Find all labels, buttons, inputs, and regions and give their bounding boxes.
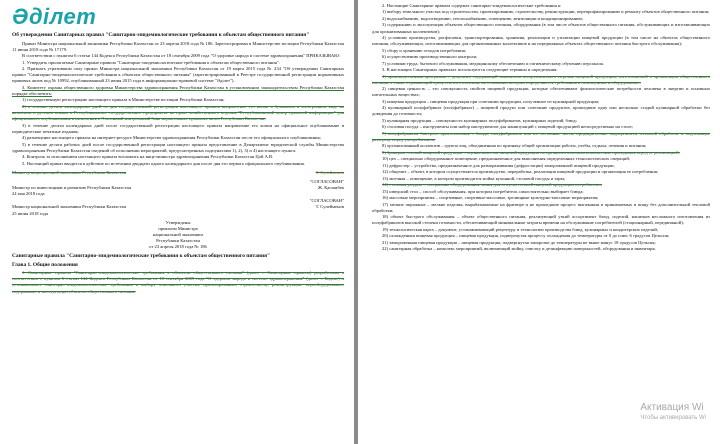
paragraph: 4. Контроль за исполнением настоящего приказа возложить на вице-министра здравоохранения Республики Казахстан Цой А.В. bbox=[22, 154, 274, 160]
paragraph-struck: 14) столовая раздача – специально оборудованная линия для отпуска готовой пищевой продукции потребителю; bbox=[382, 182, 602, 188]
paragraph: В соответствии с пунктом 6 статьи 144 Кодекса Республики Казахстан от 18 сентября 2009 года "О здоровье народа и системе здравоохранения" ПРИКАЗЫВАЮ: bbox=[22, 53, 341, 59]
paragraph: 12) общепит – объект, в котором осуществляется производство, переработка, реализация пищевой продукции и организация ее потребления; bbox=[382, 169, 659, 175]
adilet-logo[interactable] bbox=[12, 4, 344, 30]
paragraph: 5) в течение десяти рабочих дней после государственной регистрации настоящего приказа представление в Департамент юридической службы Министерства здравоохранения Республики Казахстан сведений об исполнении мероприятий, предусмотренных подпунктами 1), 2), 3) и 4) настоящего пункта. bbox=[12, 141, 344, 153]
paragraph: 6) осуществлению производственного контроля; bbox=[382, 54, 477, 60]
approval-line: Утверждены bbox=[165, 219, 191, 225]
paragraph: 21) замороженная пищевая продукция – пищевая продукция, подвергнутая заморозке до температуры не выше минус 18 градусов Цельсия; bbox=[382, 239, 656, 245]
agreement-1-date: 24 мая 2018 года bbox=[12, 191, 45, 197]
order-intro: Приказ Министра национальной экономики Республики Казахстан от 23 апреля 2018 года № 186. Зарегистрирован в Министерстве юстиции Республики Казахстан 11 июня 2018 года № 17179. bbox=[12, 40, 344, 52]
paragraph: 3) содержанию и эксплуатации объектов общественного питания, оборудования (в том числе объектов общественного питания, обслуживающих и изготавливающих для организованных коллективов); bbox=[372, 22, 710, 34]
approval-line: от 23 апреля 2018 года № 186 bbox=[149, 243, 207, 249]
paragraph: 18) объект быстрого обслуживания – объект общественного питания, реализующий узкий ассортимент блюд, изделий, напитков несложного изготовления из полуфабрикатов высокой степени готовности, обеспечивающий минимальные затраты времени на обслуживание потребителей (стационарный, передвижной); bbox=[372, 214, 710, 226]
approval-line: Республики Казахстан bbox=[156, 237, 200, 243]
signature-name: Т. Сулейменов bbox=[315, 169, 344, 175]
paragraph: 13) моечная – помещение, в котором производится мойка кухонной, столовой посуды и тары; bbox=[382, 175, 566, 181]
paragraph-struck: 1. Санитарные правила "Санитарно-эпидемиологические требования к объектам общественного питания" (далее – Санитарные правила) разработаны в соответствии с пунктом 6 статьи 144 Кодекса Республики Казахстан от 18 сентября 2009 года "О здоровье народа и системе здравоохранения" (далее – Кодекс) и устанавливают санитарно-эпидемиологические требования к выбору земельного участка, проектированию, строительству, реконструкции, переоборудованию, содержанию и эксплуатации объектов общественного питания. bbox=[12, 270, 344, 294]
paragraph-struck: 9) бракераж готовой пищевой продукции – оценка качества пищевой продукции по органолептическим показателям, проводимая перед ее реализацией; bbox=[382, 149, 680, 155]
rules-title: Санитарные правила "Санитарно-эпидемиологические требования к объектам общественного питания" bbox=[12, 253, 271, 260]
paragraph: 4) размещение настоящего приказа на интернет-ресурсе Министерства здравоохранения Республики Казахстан после его официального опубликования; bbox=[22, 135, 321, 141]
paragraph: 15) шведский стол – способ обслуживания, при котором потребитель самостоятельно выбирает блюда; bbox=[382, 188, 584, 194]
document-title: Об утверждении Санитарных правил "Санитарно-эпидемиологические требования к объектам общественного питания" bbox=[12, 32, 310, 38]
document-page-left bbox=[0, 0, 354, 444]
paragraph: 10) цех – специально оборудованное помещение, предназначенное для выполнения определенных технологических операций; bbox=[382, 156, 631, 162]
approval-line: национальной экономики bbox=[153, 231, 203, 237]
activation-subtitle: Чтобы активировать Wi bbox=[640, 415, 706, 421]
paragraph: 3) пищевая продукция – пищевая продукция при сочетании продукции, полученное из кулинарной продукции; bbox=[382, 98, 600, 104]
signature-block bbox=[12, 170, 344, 176]
agreement-2-date: 25 июня 2018 года bbox=[12, 210, 48, 216]
paragraph: 5) кулинарная продукция – совокупность кулинарных полуфабрикатов, кулинарных изделий, блюд; bbox=[382, 117, 577, 123]
agreement-1-title: Министр по инвестициям и развитию Республики Казахстан bbox=[12, 185, 131, 191]
approval-stamp bbox=[12, 220, 344, 250]
document-page-right bbox=[358, 0, 720, 444]
paragraph: 22) санитарная обработка – комплекс мероприятий, включающий мойку, очистку и дезинфекцию поверхностей, оборудования и инвентаря. bbox=[382, 246, 656, 252]
agreement-2-title: Министр национальной экономики Республики Казахстан bbox=[12, 204, 126, 210]
agreement-2-name: Т. Сулейменов bbox=[315, 204, 344, 210]
paragraph-struck: 7) полуфабрикаты быстрого приготовления – блюда, полуфабрикаты или их составные части, предварительно подвергшиеся тепловой обработке и подлежащие разогреву перед употреблением; bbox=[372, 130, 710, 142]
signature-title: Министр национальной экономики Республики Казахстан bbox=[12, 169, 126, 175]
paragraph: 2) водоснабжению, водоотведению, теплоснабжению, освещению, вентиляции и кондиционированию; bbox=[382, 15, 584, 21]
paragraph: 4) условиям производства, расфасовки, транспортирования, хранения, реализации и утилизации пищевой продукции (в том числе на объектах общественного питания, обслуживающих, изготавливающих для организованных коллективов и на передвижных объектах общественного питания быстрого обслуживания); bbox=[372, 35, 710, 47]
paragraph: 1. Утвердить прилагаемые Санитарные правила "Санитарно-эпидемиологические требования к объектам общественного питания". bbox=[22, 59, 280, 65]
paragraph: 6) столовая посуда – инструменты или набор инструментов для манипуляций с пищевой продукцией непосредственно на столе; bbox=[382, 124, 633, 130]
paragraph: 19) технологическая карта – документ, устанавливающий рецептуру и технологию производства блюд, кулинарных и кондитерских изделий; bbox=[382, 226, 659, 232]
adilet-logo-text: Әділет bbox=[12, 3, 97, 29]
approval-line: приказом Министра bbox=[158, 225, 198, 231]
agreed-label: "СОГЛАСОВАН" bbox=[309, 197, 344, 203]
paragraph: 20) охлажденная пищевая продукция – пищевая продукция, подвергнутая процессу охлаждения до температуры от 0 до плюс 6 градусов Цельсия; bbox=[382, 233, 670, 239]
paragraph: 3) в течение десяти календарных дней после государственной регистрации настоящего приказа направление его копии на официальное опубликование в периодические печатные издания; bbox=[12, 122, 344, 134]
paragraph: 2. Признать утратившим силу приказ Министра национальной экономики Республики Казахстан от 19 марта 2015 года № 234 "Об утверждении Санитарных правил "Санитарно-эпидемиологические требования к объектам общественного питания" (зарегистрированный в Реестре государственной регистрации нормативных правовых актов под № 10992, опубликованный 23 июня 2015 года в информационно-правовой системе "Әділет"). bbox=[12, 66, 344, 84]
paragraph-struck: 2) в течение десяти календарных дней со дня государственной регистрации настоящего приказа направление его копии в бумажном и электронном виде на казахском и русском языках в Республиканское государственное предприятие на праве хозяйственного ведения "Республиканский центр правовой информации" для официального опубликования и включения в Эталонный контрольный банк нормативных правовых актов Республики Казахстан; bbox=[12, 103, 344, 122]
paragraph: 5) сбору и хранению отходов потребления; bbox=[382, 47, 467, 53]
paragraph: 2) пищевая ценность – это совокупность свойств пищевой продукции, которые обеспечивают физиологические потребности человека в энергии и основных питательных веществах; bbox=[372, 86, 710, 98]
paragraph: 1) выбору земельного участка под строительство, проектированию, строительству, реконструкции, перепрофилированию и ремонту объектов общественного питания; bbox=[382, 9, 710, 15]
paragraph: 16) массовые мероприятия – спортивные, спортивно-массовые, зрелищные культурно-массовые мероприятия; bbox=[382, 195, 599, 201]
activation-watermark bbox=[640, 402, 706, 422]
paragraph: 17) мелкие пирожные – мелкие изделия, вырабатываемые на фритюре и не прошедшие процесс выпекания и принимаемых в пищу без дополнительной тепловой обработки; bbox=[372, 201, 710, 213]
agreed-label: "СОГЛАСОВАН" bbox=[309, 178, 344, 184]
paragraph: 11) дефростер – устройство, предназначенное для размораживания (дефростации) замороженной пищевой продукции; bbox=[382, 162, 615, 168]
paragraph-struck: 1) производственная программа – документ, содержащий показатели ассортиментного перечня пищевой продукции, изготовляемой в организации общественного питания, а также отражающий процессы изготовления, на основании которых определяются требования к помещениям и оборудованию; bbox=[372, 73, 710, 85]
chapter-heading: Глава 1. Общие положения bbox=[12, 261, 78, 268]
activation-title: Активация Wi bbox=[640, 402, 704, 413]
agreement-1-name: Ж. Қасымбек bbox=[317, 185, 344, 191]
paragraph: 8) организованный коллектив – группа лиц, объединенная по признаку общей организации работы, учебы, отдыха, лечения и питания; bbox=[382, 143, 647, 149]
paragraph: 2. Настоящие Санитарные правила содержат санитарно-эпидемиологические требования к: bbox=[382, 3, 562, 8]
paragraph: 1) государственную регистрацию настоящего приказа в Министерстве юстиции Республики Казахстан; bbox=[22, 97, 225, 103]
paragraph: 3. В настоящих Санитарных правилах используются следующие термины и определения: bbox=[382, 67, 558, 73]
paragraph: 4) кулинарный полуфабрикат (полуфабрикат) – пищевой продукт или сочетание продуктов, прошедшие одну или несколько стадий кулинарной обработки без доведения до готовности; bbox=[372, 105, 710, 117]
paragraph: 5. Настоящий приказ вводится в действие по истечении двадцати одного календарного дня после дня его первого официального опубликования. bbox=[22, 160, 305, 166]
paragraph: 7) условиям труда, бытового обслуживания, медицинскому обеспечению и гигиеническому обучению персонала. bbox=[382, 60, 605, 66]
paragraph: 3. Комитету охраны общественного здоровья Министерства здравоохранения Республики Казахстан в установленном законодательством Республики Казахстан порядке обеспечить: bbox=[12, 84, 344, 96]
